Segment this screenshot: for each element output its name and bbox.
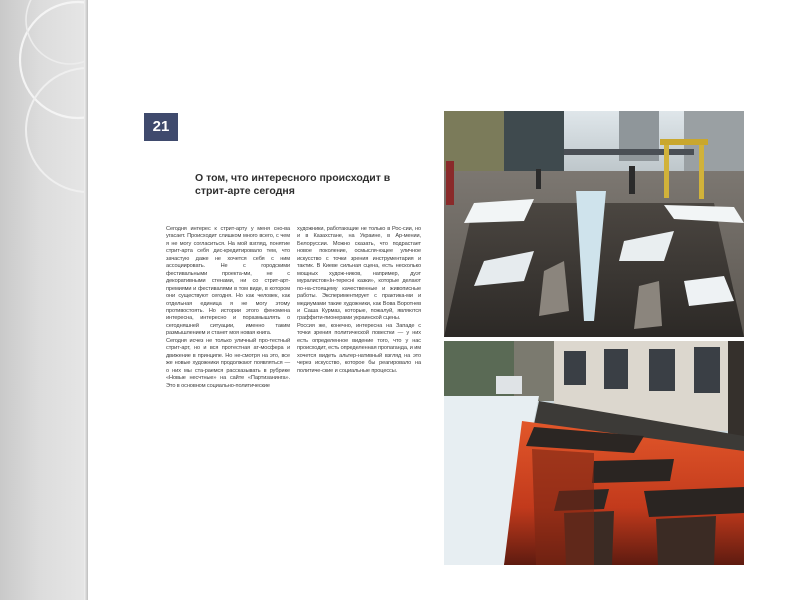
lava-street-art-illustration	[444, 341, 744, 565]
paragraph: Сегодня интерес к стрит-арту у меня сно-ва угасает. Происходит слишком много всего, с чем я не могу согласиться. На мой взгляд, понятие стрит-арта себя дис-кредитировало тем, что зачастую даже не хочется себя с ним ассоциировать. Не с городскими фестивальными проекта-ми, не с декоративными стенами, ни со стрит-арт-премиями и фестивалями в том виде, в котором они существуют сегодня. Но как человек, как отдельная единица я не могу этому противостоять. Но истории этого феномена интересна, интересно и поразмышлять о сегодняшней ситуации, именно таким размышлением и станет моя новая книга.	[166, 226, 290, 337]
decorative-side-strip	[0, 0, 88, 600]
ice-street-art-illustration	[444, 111, 744, 337]
strip-edge	[84, 0, 88, 600]
text-column-2	[297, 226, 421, 375]
article-heading: О том, что интересного происходит в стрит-арте сегодня	[195, 172, 391, 197]
text-column-1	[166, 226, 290, 390]
page-number: 21	[144, 113, 178, 141]
paragraph: Россия же, конечно, интересна на Западе с точки зрения политической повестки — у них есть определенное видение того, что у нас происходит, есть определенная пропаганда, и им хочется видеть альтер-нативный взгляд на это через искусство, которое бы реагировало на политиче-ские и социальные процессы.	[297, 322, 421, 374]
paragraph: Сегодня исчез не только уличный про-тестный стрит-арт, но и вся протестная ат-мосфера и движение в принципе. Но не-смотря на это, все же новые художники продолжают появляться — о них мы ста-раемся рассказывать в рубрике «Новые несчтные» на сайте «Партизанинга». Это в основном социально-политические	[166, 337, 290, 389]
street-art-photo-ice	[444, 111, 744, 337]
decorative-circles	[0, 0, 88, 600]
street-art-photo-lava	[444, 341, 744, 565]
paragraph: художники, работающие не только в Рос-сии, но и в Казахстане, на Украине, в Ар-мении, Белоруссии. Можно сказать, что подрастает новое поколение, осмысля-ющее уличное искусство с точки зрения инструментария и тактик. В Киеве сильная сцена, есть несколько мощных худож-ников, например, дуэт муралистов«Ін-тересні казки», которые делают по-на-стоящему качественные и живописные работы. Экспериментирует с практика-ми и медиумами такие художники, как Вова Воротнев и Саша Курмаз, которые, пожалуй, являются граффити-пионерами украинской сцены.	[297, 226, 421, 322]
